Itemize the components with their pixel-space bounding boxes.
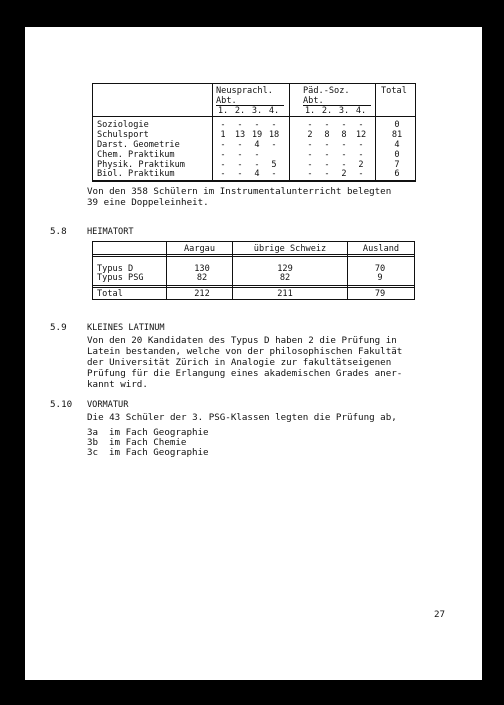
table-cell: 9	[377, 273, 383, 283]
table-cell: -	[324, 140, 330, 150]
table-cell: 2	[307, 130, 313, 140]
table-cell: -	[341, 160, 347, 170]
total-label: Total	[97, 289, 123, 299]
row-total: 0	[394, 120, 400, 130]
row-label: Physik. Praktikum	[97, 160, 185, 170]
table-cell: -	[220, 169, 226, 179]
table-cell: 19	[251, 130, 263, 140]
table-cell: 13	[234, 130, 246, 140]
table-cell: 82	[279, 273, 291, 283]
table-cell: 12	[355, 130, 367, 140]
row-total: 7	[394, 160, 400, 170]
row-label: Darst. Geometrie	[97, 140, 180, 150]
paragraph-line: Von den 20 Kandidaten des Typus D haben 2 die Prüfung in	[87, 335, 397, 346]
group1-header: Neusprachl.	[216, 86, 273, 96]
group2-header: Päd.-Soz.	[303, 86, 350, 96]
paragraph-line: der Universität Zürich in Analogie zur fakultätseigenen	[87, 357, 392, 368]
col-header: 1.	[304, 106, 316, 116]
table-cell: -	[358, 140, 364, 150]
table-cell: -	[307, 160, 313, 170]
row-label: Typus PSG	[97, 273, 144, 283]
table-cell: -	[237, 120, 243, 130]
table-cell: -	[324, 160, 330, 170]
row-total: 81	[391, 130, 403, 140]
col-header: 4.	[268, 106, 280, 116]
section-number: 5.10	[50, 399, 73, 410]
table-cell: -	[237, 169, 243, 179]
table-cell: -	[307, 120, 313, 130]
table-cell: 18	[268, 130, 280, 140]
table-cell: 5	[271, 160, 277, 170]
list-item-code: 3a	[87, 427, 99, 438]
table-cell: 82	[196, 273, 208, 283]
section-number: 5.8	[50, 226, 67, 237]
col-header: 2.	[234, 106, 246, 116]
table-cell: 129	[277, 264, 293, 274]
table-cell: -	[254, 150, 260, 160]
table-cell: 2	[341, 169, 347, 179]
total-header: Total	[381, 86, 407, 96]
column-header: übrige Schweiz	[253, 244, 327, 254]
table-cell: -	[254, 120, 260, 130]
col-header: 3.	[338, 106, 350, 116]
table-cell: -	[307, 140, 313, 150]
row-total: 4	[394, 140, 400, 150]
col-header: 4.	[355, 106, 367, 116]
table-cell: -	[358, 169, 364, 179]
total-cell: 79	[374, 289, 386, 299]
total-cell: 211	[277, 289, 293, 299]
table-cell: -	[341, 150, 347, 160]
table-cell: 4	[254, 169, 260, 179]
row-total: 6	[394, 169, 400, 179]
column-header: Aargau	[183, 244, 216, 254]
table-cell: 2	[358, 160, 364, 170]
row-label: Biol. Praktikum	[97, 169, 175, 179]
section-title: HEIMATORT	[87, 227, 134, 237]
table-cell: -	[237, 150, 243, 160]
table-cell: 4	[254, 140, 260, 150]
note-line: 39 eine Doppeleinheit.	[87, 197, 209, 208]
note-line: Von den 358 Schülern im Instrumentalunterricht belegten	[87, 186, 392, 197]
table-cell: -	[271, 169, 277, 179]
list-item-code: 3b	[87, 437, 99, 448]
document-page	[25, 27, 482, 680]
row-label: Chem. Praktikum	[97, 150, 175, 160]
group1-subheader: Abt.	[216, 96, 237, 106]
table-cell: -	[237, 160, 243, 170]
table-cell: 1	[220, 130, 226, 140]
section-title: VORMATUR	[87, 400, 129, 410]
table-cell: -	[307, 150, 313, 160]
table-cell: -	[358, 120, 364, 130]
paragraph-line: Die 43 Schüler der 3. PSG-Klassen legten die Prüfung ab,	[87, 412, 397, 423]
table-cell: 70	[374, 264, 386, 274]
table-cell: -	[220, 140, 226, 150]
table-cell: -	[271, 120, 277, 130]
list-item-code: 3c	[87, 447, 99, 458]
paragraph-line: kannt wird.	[87, 379, 148, 390]
table-cell: -	[324, 150, 330, 160]
column-header: Ausland	[362, 244, 400, 254]
col-header: 3.	[251, 106, 263, 116]
table-cell: -	[220, 160, 226, 170]
table-cell: -	[341, 140, 347, 150]
table-cell: -	[324, 120, 330, 130]
table-cell: -	[220, 150, 226, 160]
row-label: Typus D	[97, 264, 134, 274]
table-cell: -	[307, 169, 313, 179]
paragraph-line: Latein bestanden, welche von der philosophischen Fakultät	[87, 346, 403, 357]
table-cell: -	[220, 120, 226, 130]
list-item-text: im Fach Geographie	[109, 447, 209, 458]
table-cell: -	[358, 150, 364, 160]
row-label: Soziologie	[97, 120, 149, 130]
section-title: KLEINES LATINUM	[87, 323, 165, 333]
paragraph-line: Prüfung für die Erlangung eines akademischen Grades aner-	[87, 368, 403, 379]
table-cell: -	[324, 169, 330, 179]
table-cell: -	[237, 140, 243, 150]
col-header: 2.	[321, 106, 333, 116]
row-total: 0	[394, 150, 400, 160]
table-cell: 130	[194, 264, 210, 274]
table-cell: -	[254, 160, 260, 170]
col-header: 1.	[217, 106, 229, 116]
page-number: 27	[434, 609, 446, 620]
table-cell: -	[271, 140, 277, 150]
list-item-text: im Fach Geographie	[109, 427, 209, 438]
table-cell: 8	[324, 130, 330, 140]
table-cell: -	[341, 120, 347, 130]
section-number: 5.9	[50, 322, 67, 333]
row-label: Schulsport	[97, 130, 149, 140]
list-item-text: im Fach Chemie	[109, 437, 187, 448]
group2-subheader: Abt.	[303, 96, 324, 106]
total-cell: 212	[194, 289, 210, 299]
table-cell: 8	[341, 130, 347, 140]
